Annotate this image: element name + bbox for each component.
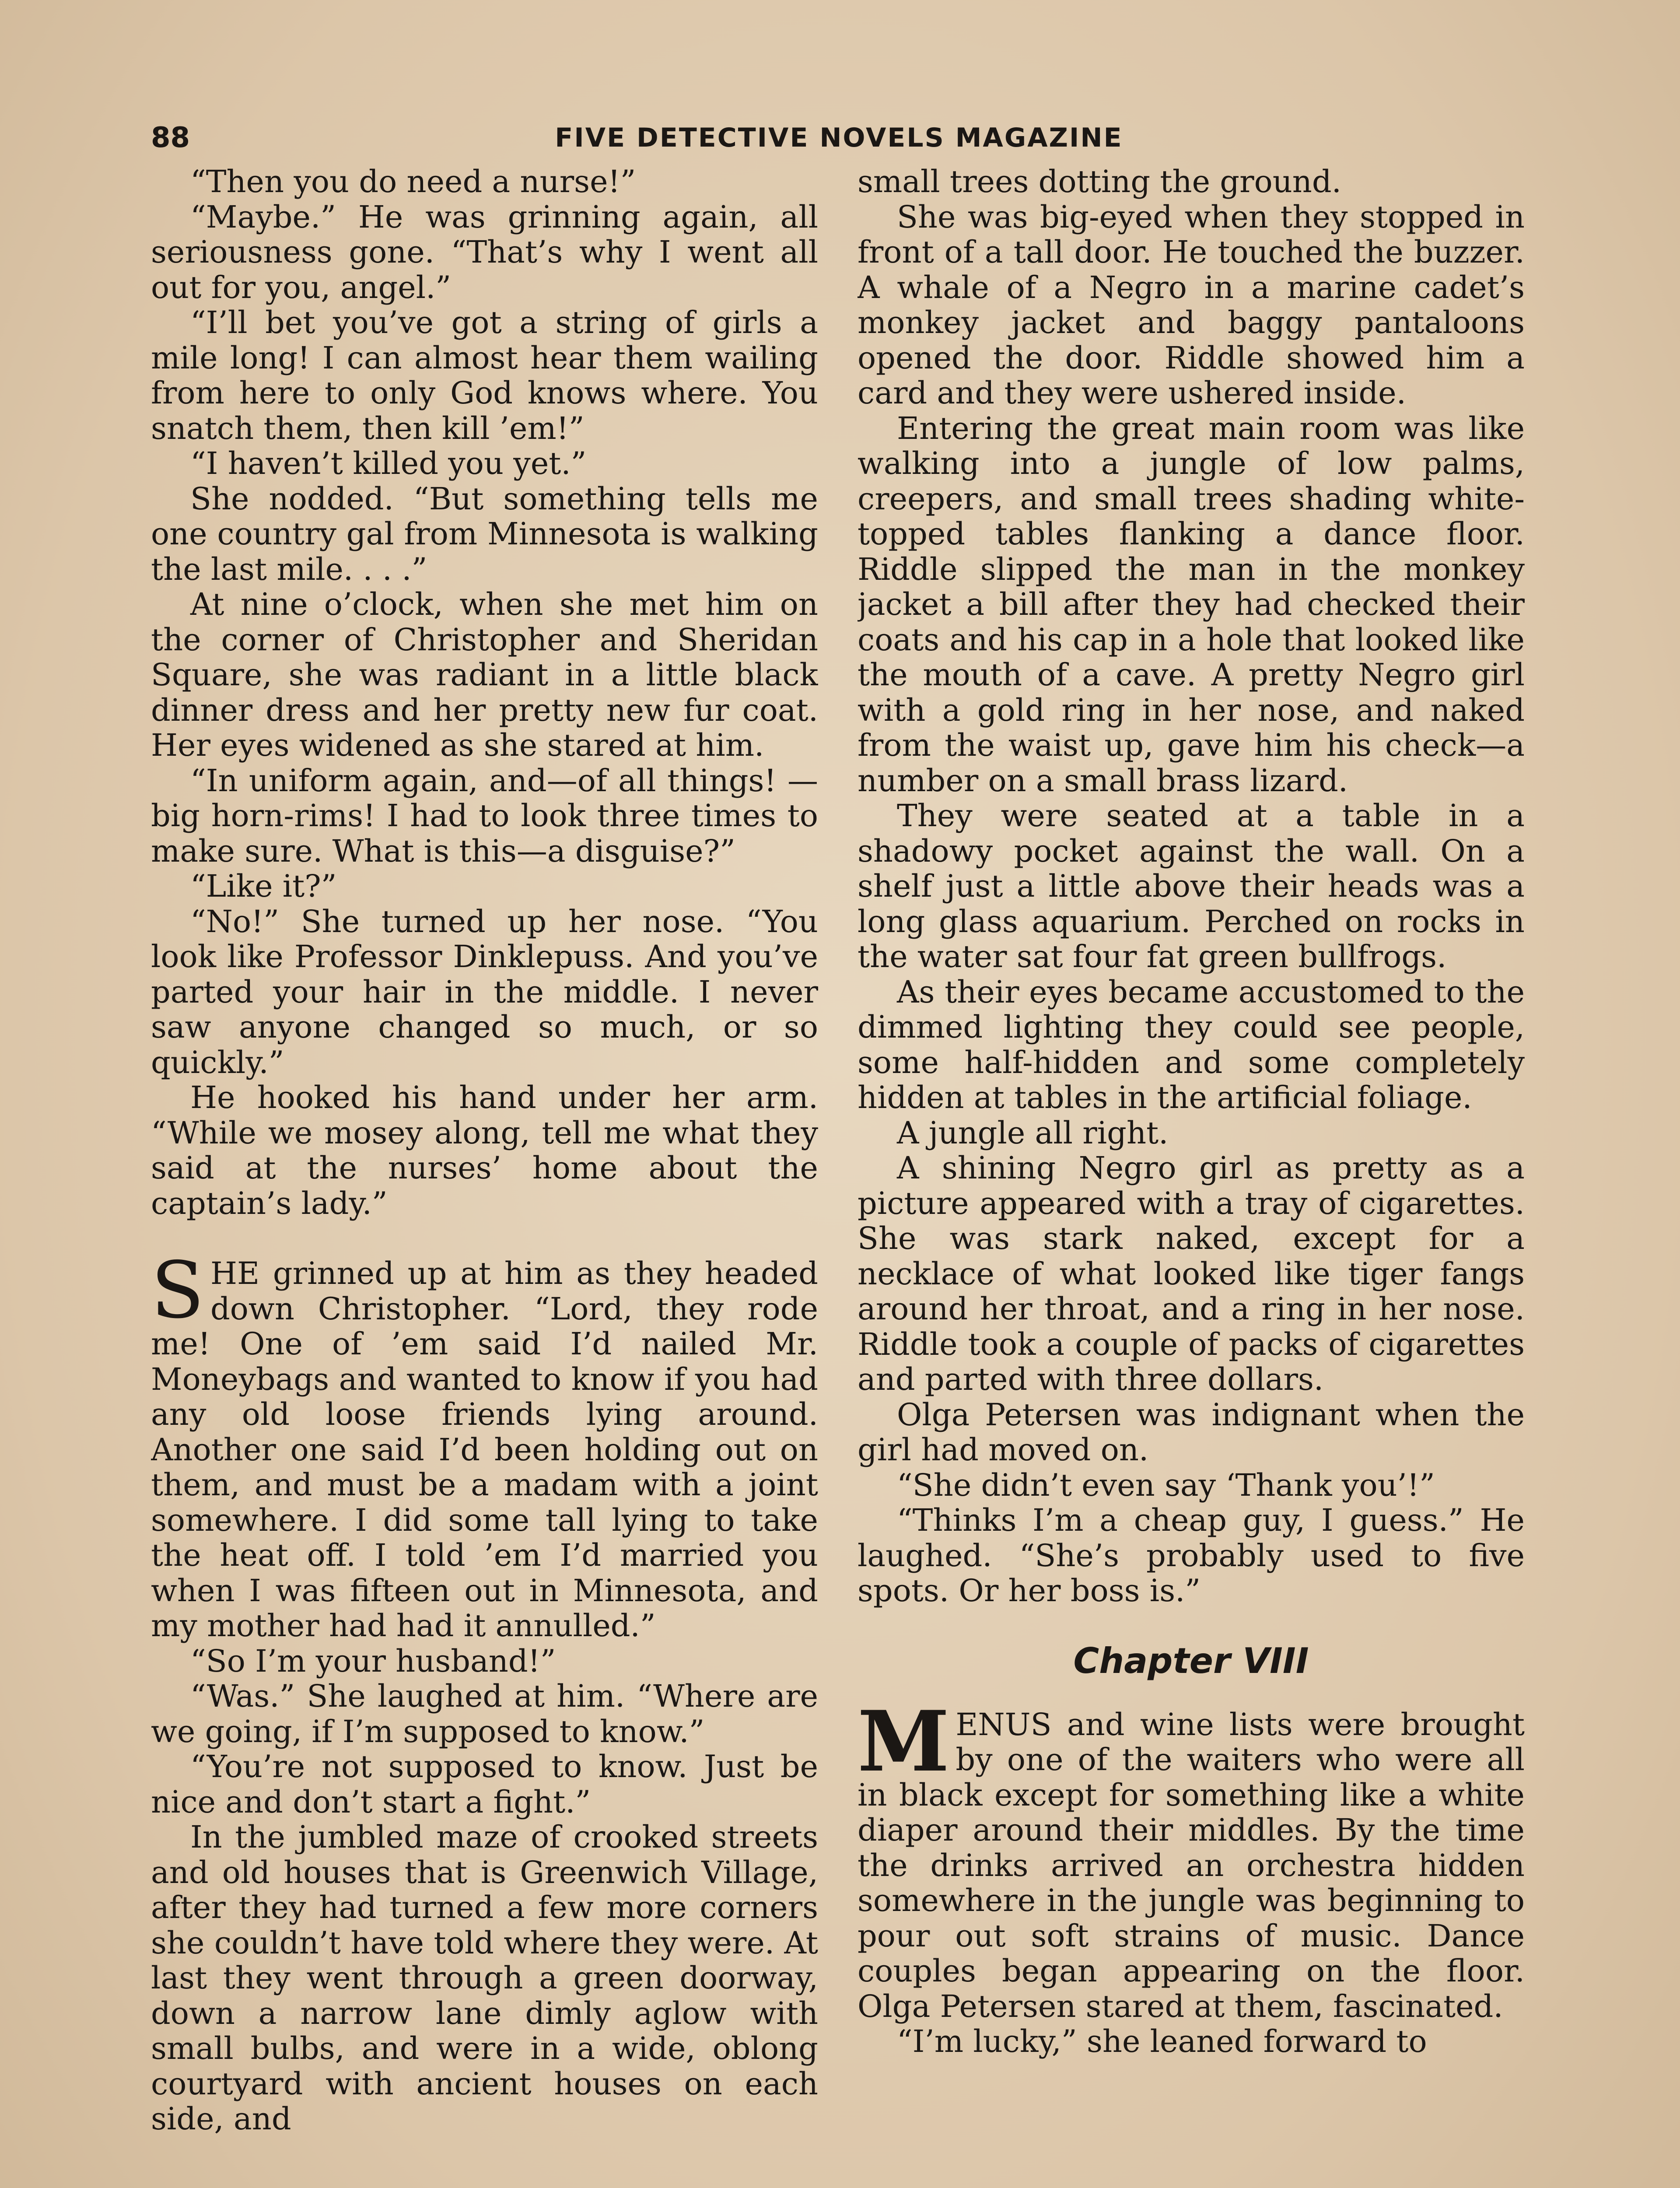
drop-cap: M [858,1692,950,1790]
paragraph: “Maybe.” He was grinning again, all seriousness gone. “That’s why I went all out for you, angel.” [151,199,818,305]
paragraph: “I’m lucky,” she leaned forward to [897,2023,1427,2059]
right-column [858,164,1525,2188]
paragraph: She was big-eyed when they stopped in front of a tall door. He touched the buzzer. A whale of a Negro in a marine cadet’s monkey jacket and baggy pantaloons opened the door. Riddle showed him a card and they were ushered inside. [858,199,1525,411]
dropcap-paragraph-text: ENUS and wine lists were brought by one of the waiters who were all in black except for something like a white diaper around their middles. By the time the drinks arrived an orchestra hidden somewhere in the jungle was beginning to pour out soft strains of music. Dance couples began appearing on the floor. Olga Petersen stared at them, fascinated. [858,1706,1525,2024]
page-header [151,118,1527,158]
paragraph: “Thinks I’m a cheap guy, I guess.” He laughed. “She’s probably used to five spots. Or her boss is.” [858,1502,1525,1609]
paragraph: She nodded. “But something tells me one country gal from Minnesota is walking the last mile. . . .” [151,480,818,587]
paragraph: “I haven’t killed you yet.” [190,445,587,481]
running-head: FIVE DETECTIVE NOVELS MAGAZINE [555,123,1123,153]
paragraph: “No!” She turned up her nose. “You look like Professor Dinklepuss. And you’ve parted your hair in the middle. I never saw anyone changed so much, or so quickly.” [151,903,818,1080]
paragraph: As their eyes became accustomed to the dimmed lighting they could see people, some half-hidden and some completely hidden at tables in the artificial foliage. [858,974,1525,1115]
dropcap-paragraph [858,1692,1525,2024]
section-break [151,1221,818,1256]
dropcap-paragraph [151,1245,818,1644]
paragraph: “I’ll bet you’ve got a string of girls a mile long! I can almost hear them wailing from here to only God knows where. You snatch them, then kill ’em!” [151,305,818,446]
paragraph: In the jumbled maze of crooked streets and old houses that is Greenwich Village, after they had turned a few more corners she couldn’t have told where they were. At last they went through a green doorway, down a narrow lane dimly aglow with small bulbs, and were in a wide, oblong courtyard with ancient houses on each side, and [151,1819,818,2137]
paragraph: At nine o’clock, when she met him on the corner of Christopher and Sheridan Square, she was radiant in a little black dinner dress and her pretty new fur coat. Her eyes widened as she stared at him. [151,586,818,763]
paragraph: He hooked his hand under her arm. “While we mosey along, tell me what they said at the nurses’ home about the captain’s lady.” [151,1080,818,1221]
paragraph: “She didn’t even say ‘Thank you’!” [897,1467,1435,1503]
page-number: 88 [151,122,190,154]
chapter-heading: Chapter VIII [1073,1640,1309,1681]
paragraph: They were seated at a table in a shadowy pocket against the wall. On a shelf just a little above their heads was a long glass aquarium. Perched on rocks in the water sat four fat green bullfrogs. [858,798,1525,975]
continued-paragraph: small trees dotting the ground. [858,164,1341,200]
paragraph: A shining Negro girl as pretty as a picture appeared with a tray of cigarettes. She was stark naked, except for a necklace of what looked like tiger fangs around her throat, and a ring in her nose. Riddle took a couple of packs of cigarettes and parted with three dollars. [858,1150,1525,1397]
paragraph: A jungle all right. [897,1115,1169,1151]
paragraph: Entering the great main room was like walking into a jungle of low palms, creepers, and small trees shading white-topped tables flanking a dance floor. Riddle slipped the man in the monkey jacket a bill after they had checked their coats and his cap in a hole that looked like the mouth of a cave. A pretty Negro girl with a gold ring in her nose, and naked from the waist up, gave him his check—a number on a small brass lizard. [858,410,1525,799]
paragraph: “Then you do need a nurse!” [190,164,636,200]
paragraph: “Like it?” [190,868,337,904]
paragraph: “In uniform again, and—of all things! —big horn-rims! I had to look three times to make sure. What is this—a disguise?” [151,762,818,869]
drop-cap: S [151,1245,204,1336]
paragraph: Olga Petersen was indignant when the girl had moved on. [858,1396,1525,1468]
paragraph: “Was.” She laughed at him. “Where are we going, if I’m supposed to know.” [151,1678,818,1750]
left-column [151,164,818,2188]
paragraph: “You’re not supposed to know. Just be nice and don’t start a fight.” [151,1749,818,1820]
dropcap-paragraph-text: HE grinned up at him as they headed down Christopher. “Lord, they rode me! One of ’em said I’d nailed Mr. Moneybags and wanted to know if you had any old loose friends lying around. Another one said I’d been holding out on them, and must be a madam with a joint somewhere. I did some tall lying to take the heat off. I told ’em I’d married you when I was fifteen out in Minnesota, and my mother had had it annulled.” [151,1255,818,1644]
paragraph: “So I’m your husband!” [190,1643,556,1679]
